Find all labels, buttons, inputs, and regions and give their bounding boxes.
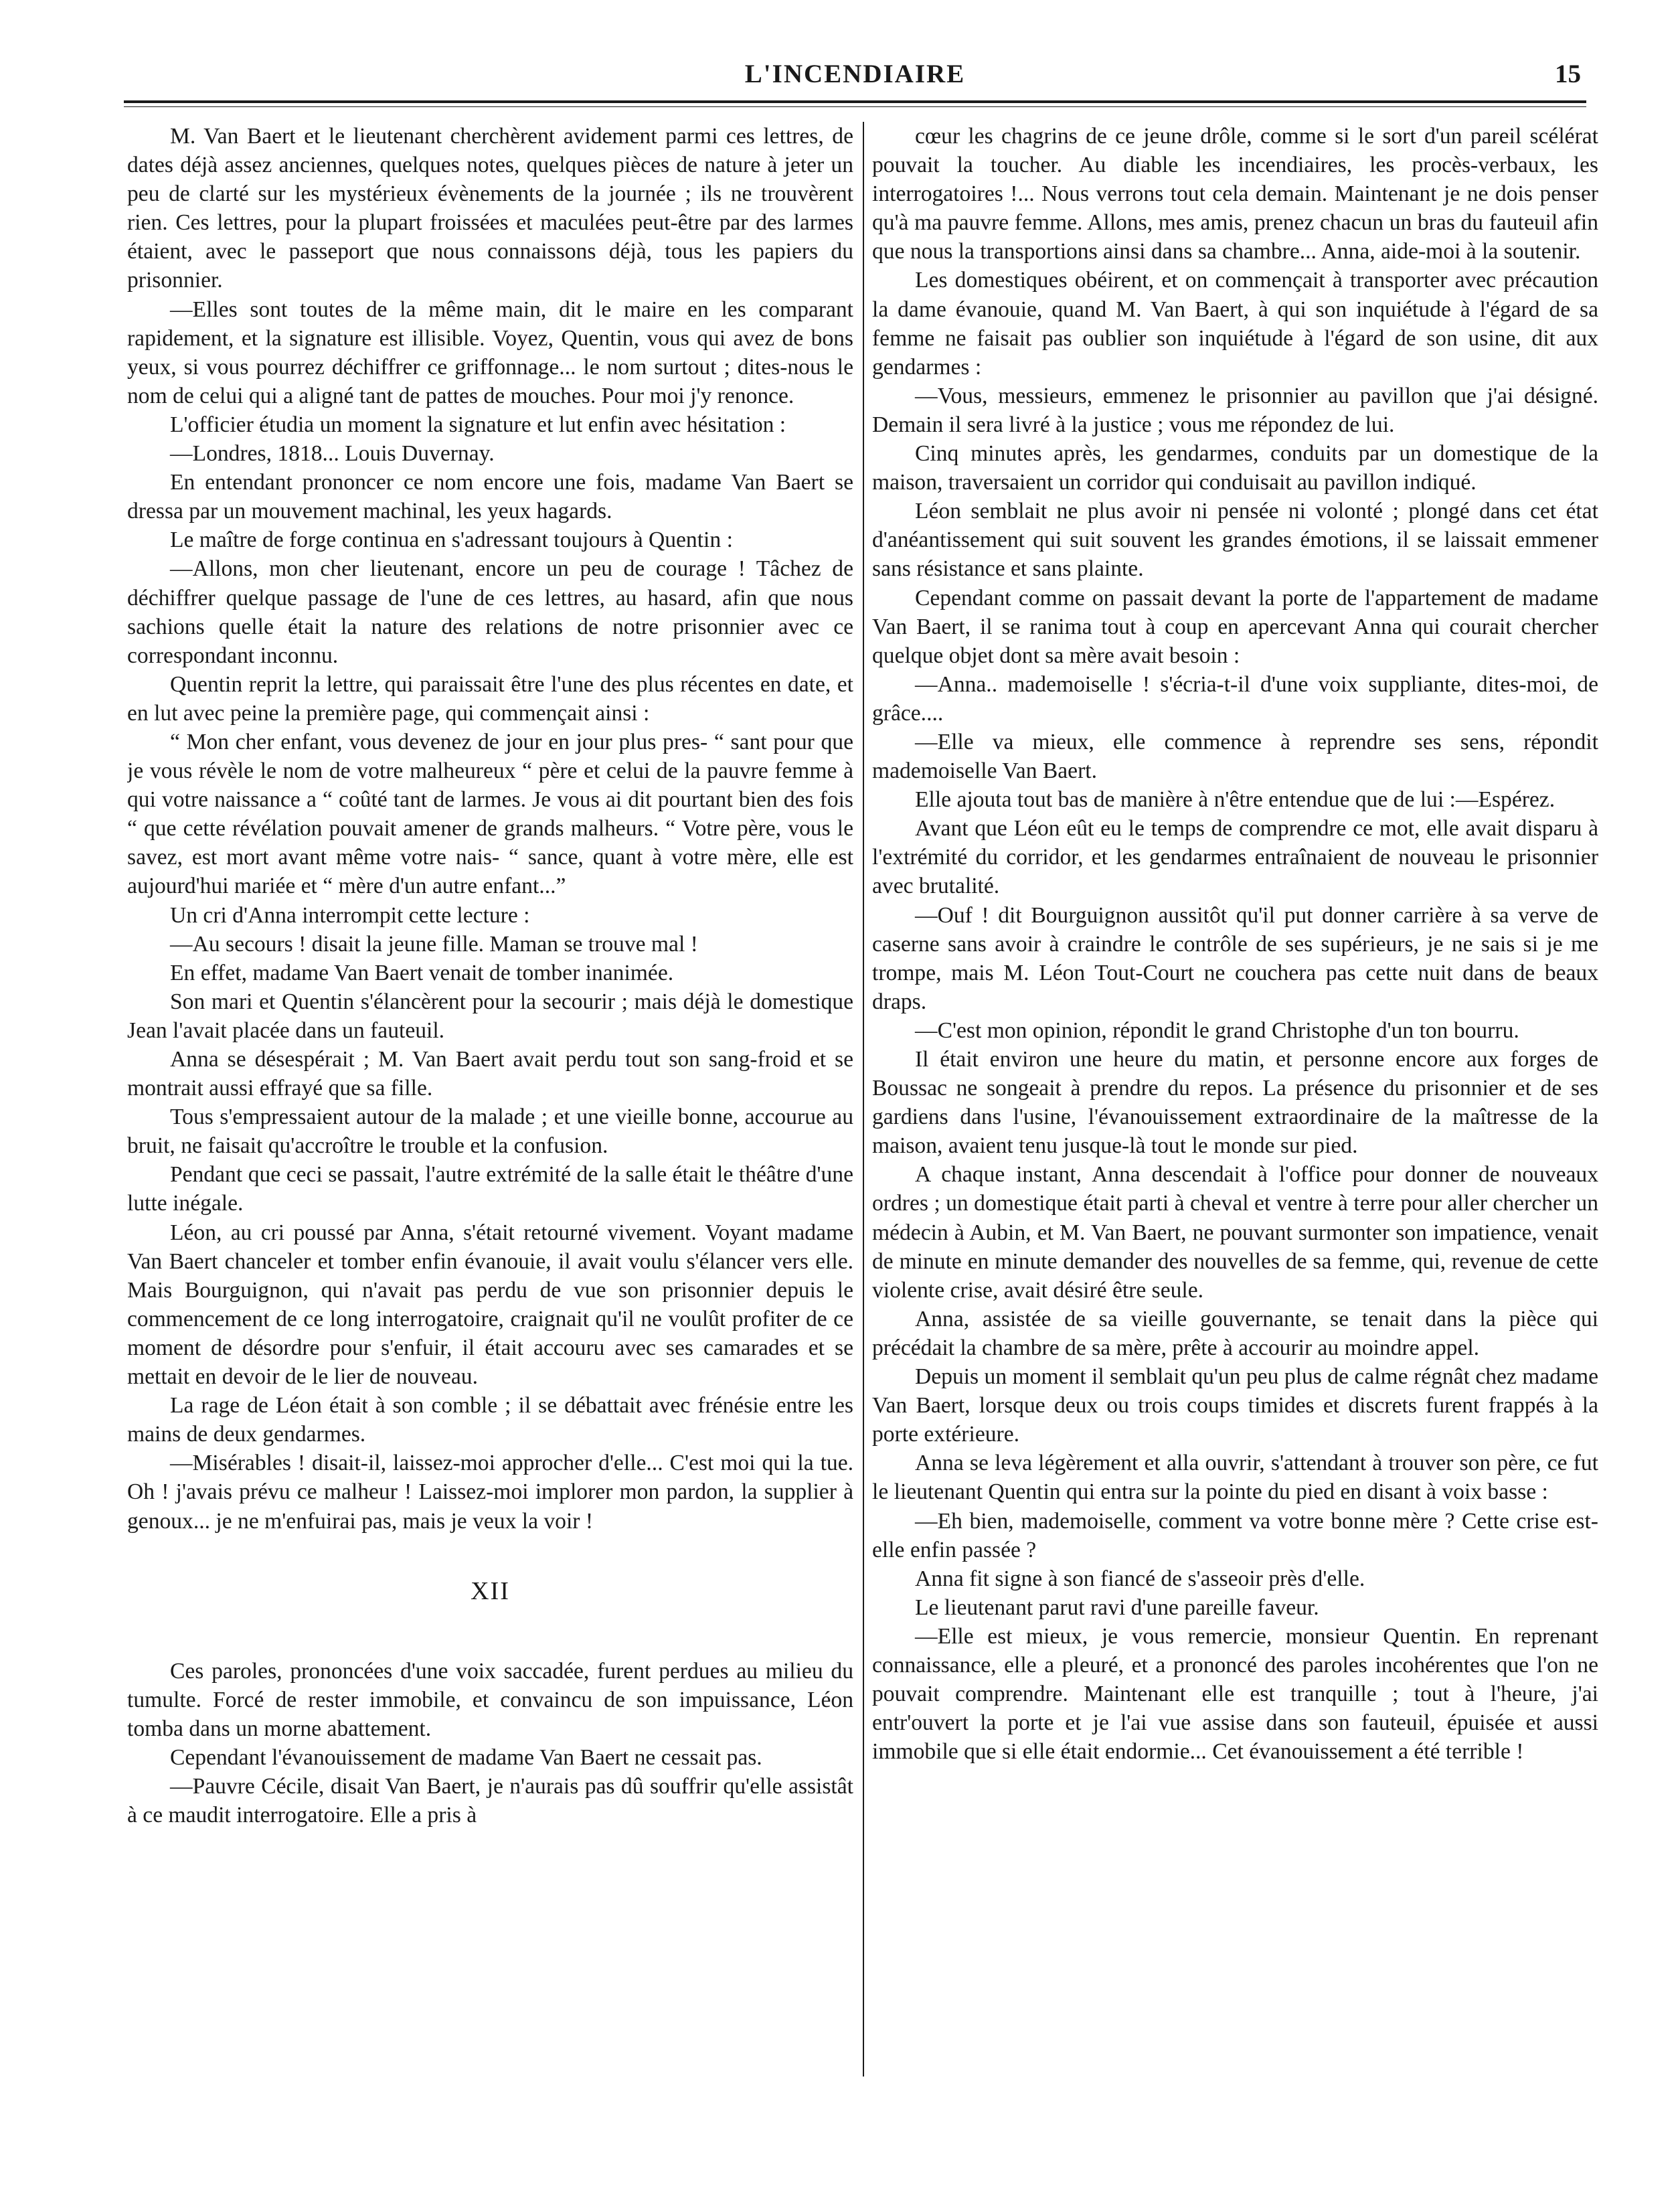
paragraph: Anna fit signe à son fiancé de s'asseoir près d'elle. [915,1566,1365,1591]
paragraph: Cinq minutes après, les gendarmes, conduits par un domestique de la maison, traversaient un corridor qui conduisait au pavillon indiqué. [872,441,1598,495]
paragraph: A chaque instant, Anna descendait à l'office pour donner de nouveaux ordres ; un domestique était parti à cheval et ventre à terre pour aller chercher un médecin à Aubin, et M. Van Baert, ne pouvant surmonter son impatience, venait de minute en minute demander des nouvelles de sa femme, qui, revenue de cette violente crise, avait désiré être seule. [872,1162,1598,1303]
paragraph: M. Van Baert et le lieutenant cherchèrent avidement parmi ces lettres, de dates déjà assez anciennes, quelques notes, quelques pièces de nature à jeter un peu de clarté sur les mystérieux évènements de la journée ; ils ne trouvèrent rien. Ces lettres, pour la plupart froissées et maculées peut-être par des larmes étaient, avec le passeport que nous connaissons déjà, tous les papiers du prisonnier. [127,124,853,293]
paragraph: Cependant comme on passait devant la porte de l'appartement de madame Van Baert, il se ranima tout à coup en apercevant Anna qui courait chercher quelque objet dont sa mère avait besoin : [872,585,1598,668]
paragraph: Elle ajouta tout bas de manière à n'être entendue que de lui :—Espérez. [915,787,1556,813]
paragraph: Le maître de forge continua en s'adressant toujours à Quentin : [170,527,733,553]
paragraph: —Londres, 1818... Louis Duvernay. [170,441,495,467]
paragraph: “ Mon cher enfant, vous devenez de jour en jour plus pres- “ sant pour que je vous révèle le nom de votre malheureux “ père et celui de la pauvre femme à qui votre naissance a “ coûté tant de larmes. Je vous ai dit pourtant bien des fois “ que cette révélation pouvait amener de grands malheurs. “ Votre père, vous le savez, est mort avant même votre nais- “ sance, quant à votre mère, elle est aujourd'hui mariée et “ mère d'un autre enfant...” [127,729,853,899]
paragraph: —Anna.. mademoiselle ! s'écria-t-il d'une voix suppliante, dites-moi, de grâce.... [872,671,1598,726]
paragraph: Cependant l'évanouissement de madame Van Baert ne cessait pas. [170,1744,762,1770]
right-column [872,122,1598,2077]
paragraph: —Pauvre Cécile, disait Van Baert, je n'aurais pas dû souffrir qu'elle assistât à ce maudit interrogatoire. Elle a pris à [127,1774,853,1828]
paragraph: —Au secours ! disait la jeune fille. Maman se trouve mal ! [170,931,698,957]
paragraph: Le lieutenant parut ravi d'une pareille faveur. [915,1595,1319,1620]
running-title: L'INCENDIAIRE [744,60,966,88]
paragraph: Léon, au cri poussé par Anna, s'était retourné vivement. Voyant madame Van Baert chanceler et tomber enfin évanouie, il avait voulu s'élancer vers elle. Mais Bourguignon, qui n'avait pas perdu de vue son prisonnier depuis le commencement de ce long interrogatoire, craignait qu'il ne voulût profiter de ce moment de désordre pour s'enfuir, il était accouru avec ses camarades et se mettait en devoir de le lier de nouveau. [127,1220,853,1390]
paragraph: Anna se leva légèrement et alla ouvrir, s'attendant à trouver son père, ce fut le lieutenant Quentin qui entra sur la pointe du pied en disant à voix basse : [872,1451,1598,1505]
paragraph: Depuis un moment il semblait qu'un peu plus de calme régnât chez madame Van Baert, lorsque deux ou trois coups timides et discrets furent frappés à la porte extérieure. [872,1364,1598,1447]
paragraph: Les domestiques obéirent, et on commençait à transporter avec précaution la dame évanouie, quand M. Van Baert, à qui son inquiétude à l'égard de sa femme ne faisait pas oublier son inquiétude à l'égard de son usine, dit aux gendarmes : [872,268,1598,380]
left-column [127,122,853,2077]
page-number: 15 [1555,60,1581,88]
paragraph: Anna, assistée de sa vieille gouvernante, se tenait dans la pièce qui précédait la chambre de sa mère, prête à accourir au moindre appel. [872,1306,1598,1360]
column-divider [863,122,864,2077]
page-header [124,55,1586,96]
paragraph: L'officier étudia un moment la signature et lut enfin avec hésitation : [170,412,786,437]
left-column-text-after [127,1657,853,1830]
paragraph: La rage de Léon était à son comble ; il se débattait avec frénésie entre les mains de deux gendarmes. [127,1393,853,1447]
paragraph: Anna se désespérait ; M. Van Baert avait perdu tout son sang-froid et se montrait aussi effrayé que sa fille. [127,1047,853,1101]
paragraph: —Elles sont toutes de la même main, dit le maire en les comparant rapidement, et la signature est illisible. Voyez, Quentin, vous qui avez de bons yeux, si vous pourrez déchiffrer ce griffonnage... le nom surtout ; dites-nous le nom de celui qui a aligné tant de pattes de mouches. Pour moi j'y renonce. [127,297,853,408]
paragraph: —Vous, messieurs, emmenez le prisonnier au pavillon que j'ai désigné. Demain il sera livré à la justice ; vous me répondez de lui. [872,383,1598,437]
paragraph: Tous s'empressaient autour de la malade ; et une vieille bonne, accourue au bruit, ne faisait qu'accroître le trouble et la confusion. [127,1105,853,1159]
paragraph: —Ouf ! dit Bourguignon aussitôt qu'il put donner carrière à sa verve de caserne sans avoir à craindre le contrôle de ses supérieurs, je ne sais si je me trompe, mais M. Léon Tout-Court ne couchera pas cette nuit dans de beaux draps. [872,902,1598,1014]
paragraph: Un cri d'Anna interrompit cette lecture : [170,902,530,928]
paragraph: Léon semblait ne plus avoir ni pensée ni volonté ; plongé dans cet état d'anéantissement qui suit souvent les grandes émotions, il se laissait emmener sans résistance et sans plainte. [872,499,1598,582]
paragraph: Son mari et Quentin s'élancèrent pour la secourir ; mais déjà le domestique Jean l'avait placée dans un fauteuil. [127,989,853,1043]
paragraph: Pendant que ceci se passait, l'autre extrémité de la salle était le théâtre d'une lutte inégale. [127,1162,853,1216]
paragraph: —Allons, mon cher lieutenant, encore un peu de courage ! Tâchez de déchiffrer quelque passage de l'une de ces lettres, au hasard, afin que nous sachions quelle était la nature des relations de notre prisonnier avec ce correspondant inconnu. [127,556,853,668]
paragraph: cœur les chagrins de ce jeune drôle, comme si le sort d'un pareil scélérat pouvait la toucher. Au diable les incendiaires, les procès-verbaux, les interrogatoires !... Nous verrons tout cela demain. Maintenant je ne dois penser qu'à ma pauvre femme. Allons, mes amis, prenez chacun un bras du fauteuil afin que nous la transportions ainsi dans sa chambre... Anna, aide-moi à la soutenir. [872,124,1598,264]
paragraph: —Eh bien, mademoiselle, comment va votre bonne mère ? Cette crise est-elle enfin passée ? [872,1508,1598,1562]
paragraph: —Misérables ! disait-il, laissez-moi approcher d'elle... C'est moi qui la tue. Oh ! j'avais prévu ce malheur ! Laissez-moi implorer mon pardon, la supplier à genoux... je ne m'enfuirai pas, mais je veux la voir ! [127,1451,853,1534]
paragraph: —Elle est mieux, je vous remercie, monsieur Quentin. En reprenant connaissance, elle a pleuré, et a prononcé des paroles incohérentes que l'on ne pouvait comprendre. Maintenant elle est tranquille ; tout à l'heure, j'ai entr'ouvert la porte et je l'ai vue assise dans son fauteuil, épuisée et aussi immobile que si elle était endormie... Cet évanouissement a été terrible ! [872,1623,1598,1765]
header-rule-thin [124,106,1586,107]
right-column-text [872,122,1598,1766]
paragraph: Ces paroles, prononcées d'une voix saccadée, furent perdues au milieu du tumulte. Forcé de rester immobile, et convaincu de son impuissance, Léon tomba dans un morne abattement. [127,1658,853,1741]
paragraph: —C'est mon opinion, répondit le grand Christophe d'un ton bourru. [915,1018,1519,1043]
paragraph: —Elle va mieux, elle commence à reprendre ses sens, répondit mademoiselle Van Baert. [872,729,1598,784]
paragraph: Avant que Léon eût eu le temps de comprendre ce mot, elle avait disparu à l'extrémité du corridor, et les gendarmes entraînaient de nouveau le prisonnier avec brutalité. [872,816,1598,899]
paragraph: Quentin reprit la lettre, qui paraissait être l'une des plus récentes en date, et en lut avec peine la première page, qui commençait ainsi : [127,671,853,726]
header-rule-thick [124,100,1586,103]
paragraph: En entendant prononcer ce nom encore une fois, madame Van Baert se dressa par un mouvement machinal, les yeux hagards. [127,470,853,524]
chapter-heading: XII [471,1576,510,1605]
left-column-text-before [127,122,853,1536]
paragraph: En effet, madame Van Baert venait de tomber inanimée. [170,960,674,985]
paragraph: Il était environ une heure du matin, et personne encore aux forges de Boussac ne songeait à prendre du repos. La présence du prisonnier et de ses gardiens dans l'usine, l'évanouissement extraordinaire de la maîtresse de la maison, avaient tenu jusque-là tout le monde sur pied. [872,1047,1598,1159]
